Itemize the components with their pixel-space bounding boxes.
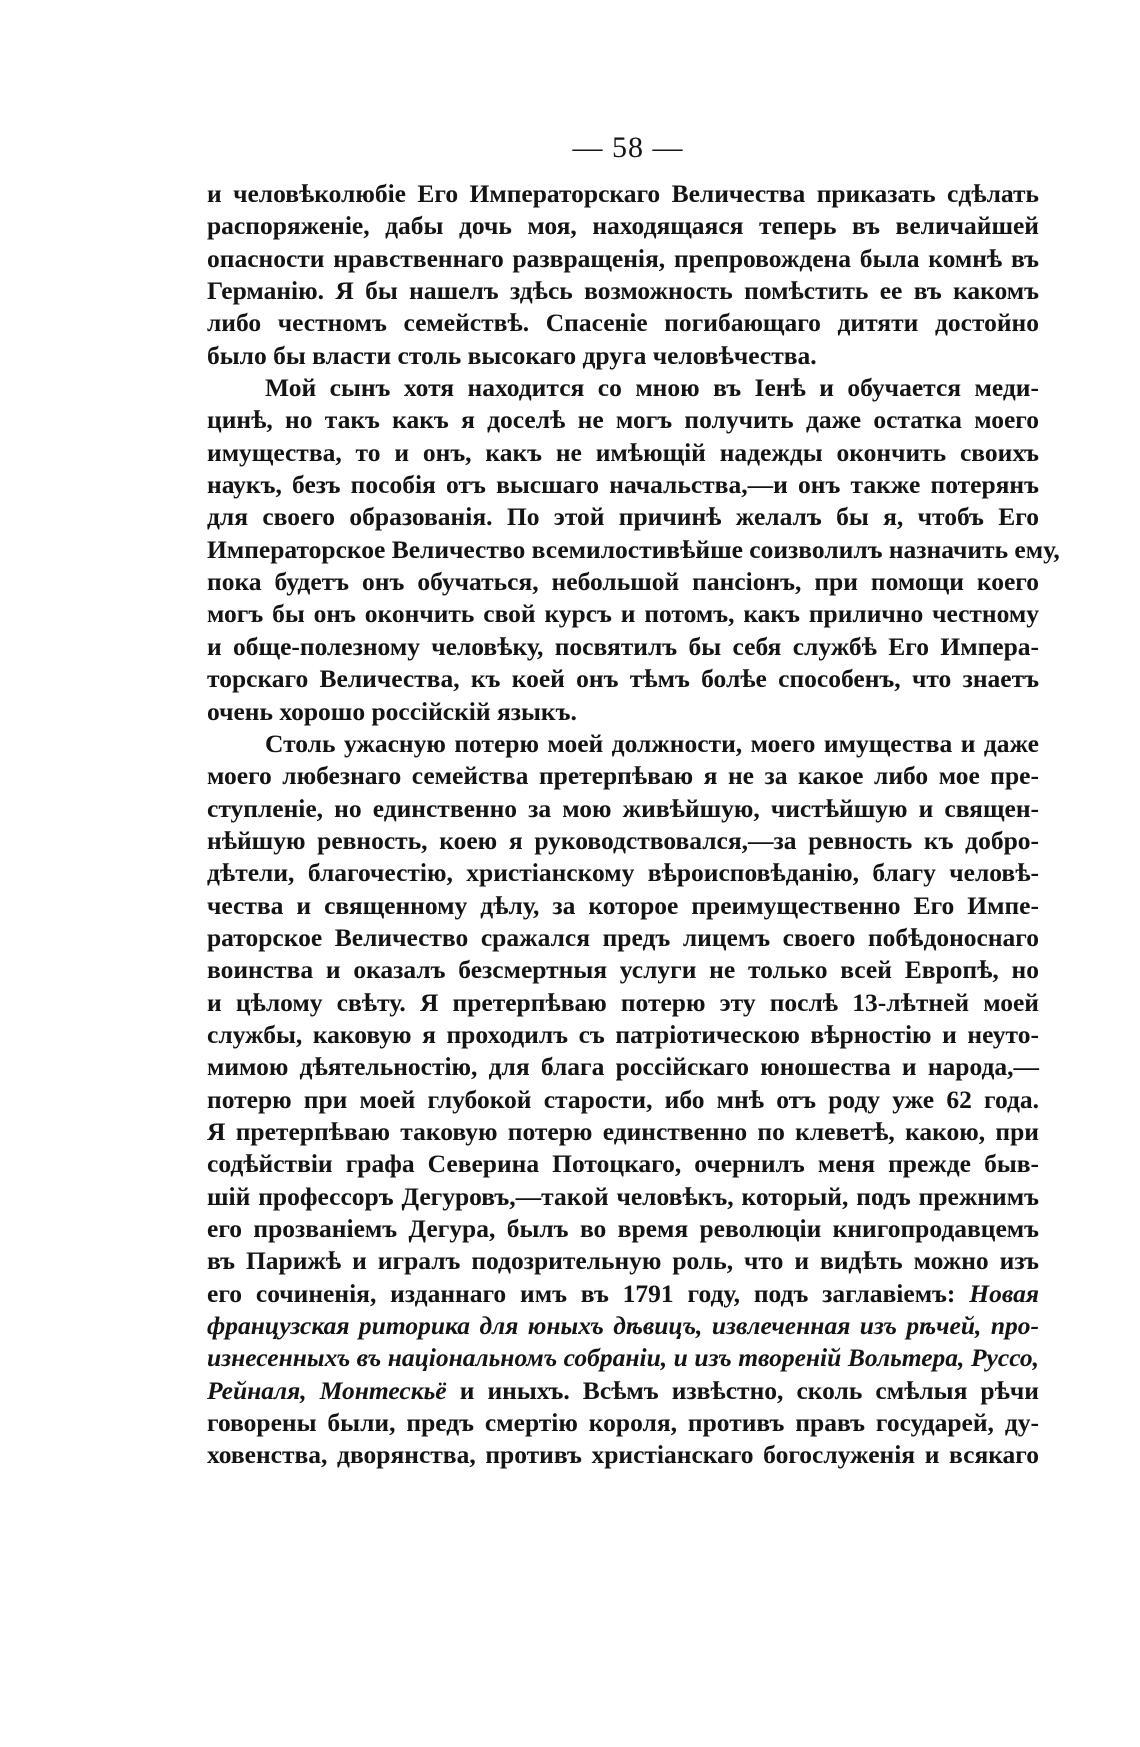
text-line: опасности нравственнаго развращенія, препровождена была комнѣ въ: [207, 243, 1039, 273]
italic-title-end: Рейналя, Монтескьё: [207, 1375, 447, 1405]
page-number: — 58 —: [572, 131, 684, 164]
text-run: его сочиненія, изданнаго имъ въ 1791 году, подъ заглавіемъ:: [207, 1278, 956, 1308]
text-line: наукъ, безъ пособія отъ высшаго начальства,—и онъ также потерянъ: [207, 470, 1039, 500]
text-line: Императорское Величество всемилостивѣйше соизволилъ назначить ему,: [207, 534, 1060, 564]
italic-title-line: изнесенныхъ въ національномъ собраніи, и изъ твореній Вольтера, Руссо,: [207, 1343, 1039, 1373]
text-line: его прозваніемъ Дегура, былъ во время революціи книгопродавцемъ: [207, 1214, 1039, 1243]
text-line: содѣйствіи графа Северина Потоцкаго, очернилъ меня прежде быв-: [207, 1149, 1039, 1179]
document-page: [207, 128, 1060, 1472]
paragraph-1: [207, 178, 1039, 372]
text-line: потерю при моей глубокой старости, ибо мнѣ отъ роду уже 62 года.: [207, 1084, 1039, 1114]
text-line: дѣтели, благочестію, христіанскому вѣроисповѣданію, благу человѣ-: [207, 858, 1039, 888]
text-line: Столь ужасную потерю моей должности, моего имущества и даже: [265, 728, 1039, 758]
text-line: могъ бы онъ окончить свой курсъ и потомъ, какъ прилично честному: [207, 599, 1039, 629]
text-line: чества и священному дѣлу, за которое преимущественно Его Импе-: [207, 890, 1039, 920]
text-line: ступленіе, но единственно за мою живѣйшую, чистѣйшую и священ-: [207, 793, 1039, 823]
text-line: [207, 1375, 1039, 1407]
text-line: и человѣколюбіе Его Императорскаго Величества приказать сдѣлать: [207, 179, 1039, 208]
text-line: имущества, то и онъ, какъ не имѣющій надежды окончить своихъ: [207, 437, 1039, 467]
text-line: торскаго Величества, къ коей онъ тѣмъ болѣе способенъ, что знаетъ: [207, 664, 1039, 694]
text-line: мимою дѣятельностію, для блага россійскаго юношества и народа,—: [207, 1052, 1039, 1082]
paragraph-3: [207, 728, 1039, 1472]
italic-title-start: Новая: [969, 1278, 1039, 1308]
text-line: либо честномъ семействѣ. Спасеніе погибающаго дитяти достойно: [207, 308, 1039, 338]
text-line: нѣйшую ревность, коею я руководствовался,—за ревность къ добро-: [207, 825, 1039, 855]
text-line: цинѣ, но такъ какъ я доселѣ не могъ получить даже остатка моего: [207, 405, 1039, 435]
text-line: ховенства, дворянства, противъ христіанскаго богослуженія и всякаго: [207, 1440, 1039, 1470]
text-line: моего любезнаго семейства претерпѣваю я не за какое либо мое пре-: [207, 761, 1039, 791]
text-line: и цѣлому свѣту. Я претерпѣваю потерю эту послѣ 13-лѣтней моей: [207, 987, 1039, 1017]
text-line: [207, 1278, 1039, 1310]
text-line: было бы власти столь высокаго друга человѣчества.: [207, 340, 817, 370]
text-run: и иныхъ. Всѣмъ извѣстно, сколь смѣлыя рѣчи: [446, 1375, 1039, 1405]
text-line: въ Парижѣ и игралъ подозрительную роль, что и видѣть можно изъ: [207, 1246, 1039, 1276]
text-line: Мой сынъ хотя находится со мною въ Іенѣ и обучается меди-: [265, 373, 1039, 403]
text-line: для своего образованія. По этой причинѣ желалъ бы я, чтобъ Его: [207, 502, 1039, 532]
text-line: воинства и оказалъ безсмертныя услуги не только всей Европѣ, но: [207, 955, 1039, 985]
text-line: очень хорошо россійскій языкъ.: [207, 696, 577, 726]
text-line: раторское Величество сражался предъ лицемъ своего побѣдоноснаго: [207, 922, 1039, 952]
body-text: [207, 178, 1060, 1472]
italic-title-line: французская риторика для юныхъ дѣвицъ, извлеченная изъ рѣчей, про-: [207, 1311, 1039, 1341]
text-line: Я претерпѣваю таковую потерю единственно по клеветѣ, какою, при: [207, 1116, 1039, 1146]
text-line: и обще-полезному человѣку, посвятилъ бы себя службѣ Его Импера-: [207, 631, 1039, 661]
text-line: службы, каковую я проходилъ съ патріотическою вѣрностію и неуто-: [207, 1019, 1039, 1049]
text-line: шій профессоръ Дегуровъ,—такой человѣкъ, который, подъ прежнимъ: [207, 1181, 1039, 1211]
text-line: распоряженіе, дабы дочь моя, находящаяся теперь въ величайшей: [207, 211, 1039, 241]
paragraph-2: [207, 372, 1060, 728]
text-line: говорены были, предъ смертію короля, противъ правъ государей, ду-: [207, 1408, 1039, 1438]
text-line: пока будетъ онъ обучаться, небольшой пансіонъ, при помощи коего: [207, 567, 1039, 597]
text-line: Германію. Я бы нашелъ здѣсь возможность помѣстить ее въ какомъ: [207, 276, 1039, 306]
